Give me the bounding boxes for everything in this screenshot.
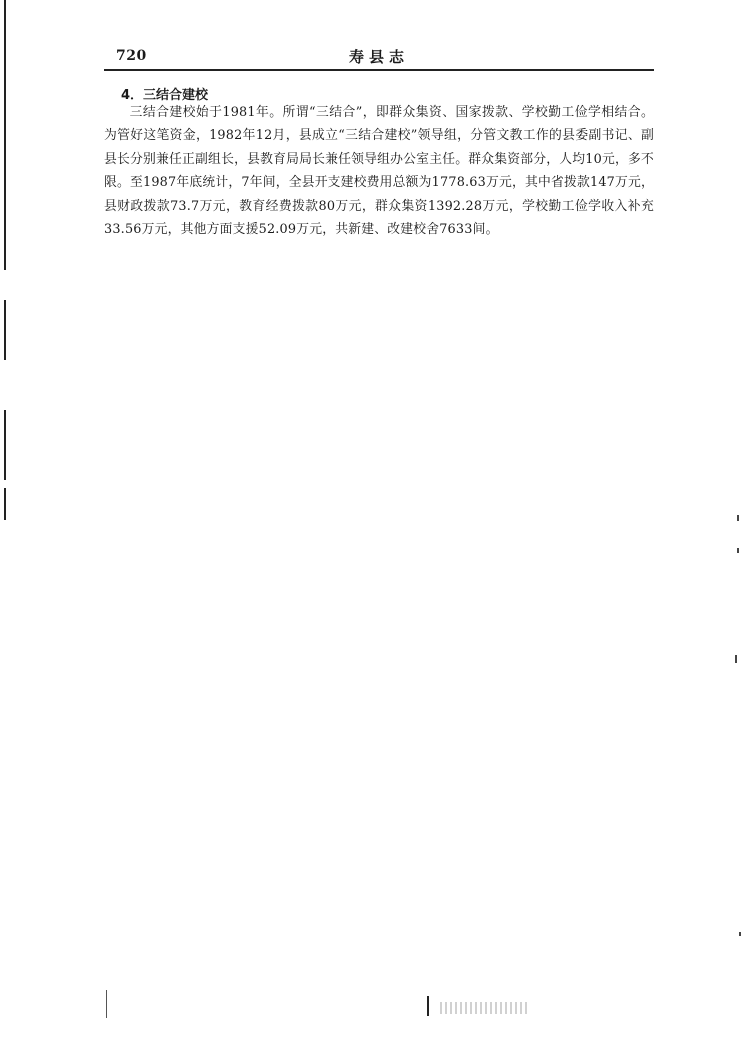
scan-footer-mark [427,996,429,1016]
scan-footer-smudge [440,1002,530,1014]
body-paragraph: 三结合建校始于1981年。所谓“三结合”，即群众集资、国家拨款、学校勤工俭学相结合。为管好这笔资金，1982年12月，县成立“三结合建校”领导组，分管文教工作的县委副书记、副县长分别兼任正副组长，县教育局局长兼任领导组办公室主任。群众集资部分，人均10元，多不限。至1987年底统计，7年间，全县开支建校费用总额为1778.63万元，其中省拨款147万元，县财政拨款73.7万元，教育经费拨款80万元，群众集资1392.28万元，学校勤工俭学收入补充33.56万元，其他方面支援52.09万元，共新建、改建校舍7633间。 [104,105,654,238]
scan-edge-mark [106,990,107,1018]
header-rule [104,69,654,71]
page-header [104,44,654,68]
scan-speckle [737,515,739,521]
scan-edge-mark [4,488,6,520]
scan-speckle [735,655,737,663]
section-heading: 4．三结合建校 [121,88,209,103]
scan-edge-mark [4,410,6,480]
scan-edge-mark [4,0,6,270]
page-number: 720 [116,48,147,64]
running-title: 寿县志 [348,48,409,66]
scan-speckle [737,548,739,553]
scan-edge-mark [4,300,6,360]
scan-speckle [739,932,741,936]
